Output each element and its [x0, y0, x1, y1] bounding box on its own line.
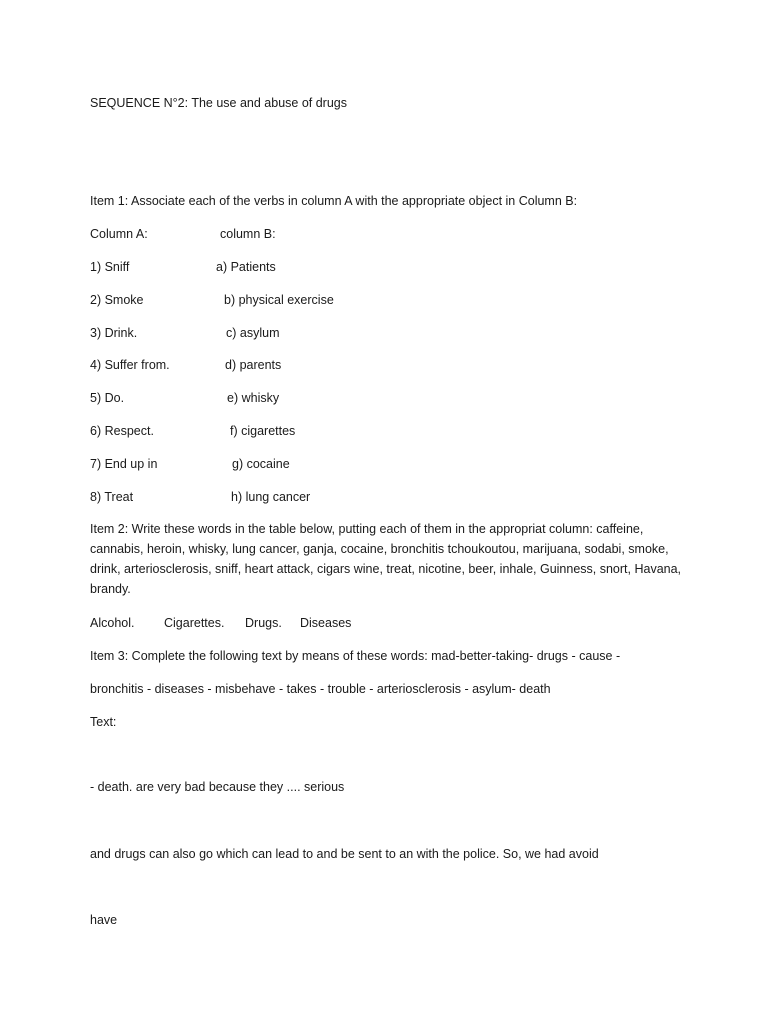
column-a-item-8: 8) Treat: [90, 490, 134, 504]
column-a-header: Column A:: [90, 227, 148, 241]
page-title: SEQUENCE N°2: The use and abuse of drugs: [90, 96, 347, 110]
item1-instruction: Item 1: Associate each of the verbs in column A with the appropriate object in Column B:: [90, 194, 578, 208]
category-diseases: Diseases: [300, 616, 352, 630]
column-b-item-f: f) cigarettes: [230, 424, 296, 438]
column-a-item-5: 5) Do.: [90, 391, 125, 405]
column-b-item-d: d) parents: [225, 358, 282, 372]
text-line-1: - death. are very bad because they .... serious: [90, 780, 345, 794]
column-b-item-a: a) Patients: [216, 260, 276, 274]
column-b-header: column B:: [220, 227, 276, 241]
item2-instruction: Item 2: Write these words in the table below, putting each of them in the appropriat column: caffeine, cannabis, heroin, whisky, lung cancer, ganja, cocaine, bronchitis tchoukoutou, marijuana, sodabi, smoke, drink, arteriosclerosis, sniff, heart attack, cigars wine, treat, nicotine, beer, inhale, Guinness, snort, Havana, brandy.: [90, 522, 682, 596]
column-b-item-b: b) physical exercise: [224, 293, 334, 307]
text-label: Text:: [90, 715, 117, 729]
text-line-3: have: [90, 913, 118, 927]
column-b-item-c: c) asylum: [226, 326, 280, 340]
item3-word-list: bronchitis - diseases - misbehave - takes - trouble - arteriosclerosis - asylum- death: [90, 682, 551, 696]
category-drugs: Drugs.: [245, 616, 282, 630]
item3-instruction: Item 3: Complete the following text by means of these words: mad-better-taking- drugs - cause -: [90, 649, 621, 663]
column-a-item-4: 4) Suffer from.: [90, 358, 170, 372]
column-b-item-g: g) cocaine: [232, 457, 290, 471]
column-a-item-6: 6) Respect.: [90, 424, 154, 438]
column-a-item-2: 2) Smoke: [90, 293, 144, 307]
column-a-item-3: 3) Drink.: [90, 326, 138, 340]
column-a-item-7: 7) End up in: [90, 457, 158, 471]
column-a-item-1: 1) Sniff: [90, 260, 130, 274]
category-alcohol: Alcohol.: [90, 616, 135, 630]
category-cigarettes: Cigarettes.: [164, 616, 225, 630]
column-b-item-e: e) whisky: [227, 391, 280, 405]
text-line-2: and drugs can also go which can lead to and be sent to an with the police. So, we had avoid: [90, 847, 599, 861]
column-b-item-h: h) lung cancer: [231, 490, 311, 504]
